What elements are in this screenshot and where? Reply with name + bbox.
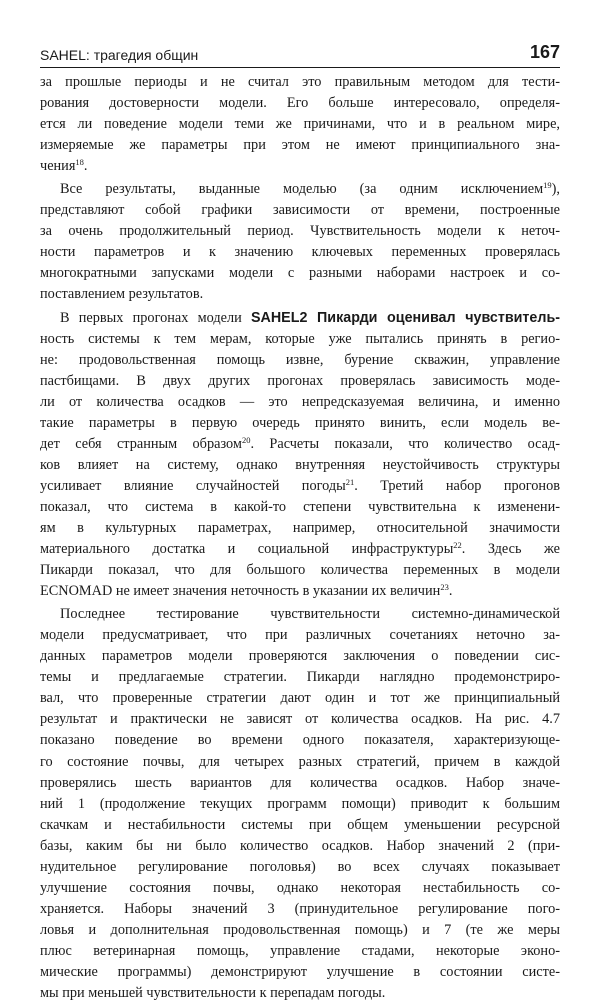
text-line — [40, 836, 560, 857]
footnote-ref: 20 — [241, 434, 251, 445]
page-header — [40, 42, 560, 68]
text-line — [40, 773, 560, 794]
line-text: ловья и дополнительная продовольственная помощь) и 7 (те же меры — [40, 921, 560, 938]
text-line — [40, 604, 560, 625]
line-text: улучшение состояния почвы, однако некоторая нестабильность со- — [40, 879, 560, 896]
line-text-after: ), — [551, 181, 560, 198]
line-text: плюс ветеринарная помощь, управление стадами, некоторые эконо- — [40, 942, 560, 959]
line-text: ECNOMAD не имеет значения неточность в указании их величин — [40, 583, 441, 600]
text-line — [40, 752, 560, 773]
paragraph — [40, 308, 560, 603]
line-text: проверялись шесть вариантов для количества осадков. Набор значе- — [40, 774, 560, 791]
text-line — [40, 455, 560, 476]
page-number: 167 — [529, 42, 560, 62]
line-text: показал, что система в какой-то степени чувствительна к изменени- — [40, 498, 560, 515]
line-text: чения — [40, 158, 76, 175]
line-text: результат и практически не зависят от количества осадков. На рис. 4.7 — [40, 711, 560, 728]
line-text: храняется. Наборы значений 3 (принудительное регулирование пого- — [40, 900, 560, 917]
line-text: показано поведение во времени одного показателя, характеризующе- — [40, 732, 560, 749]
text-line — [40, 983, 560, 1004]
footnote-ref: 21 — [345, 476, 355, 487]
line-text: не: продовольственная помощь извне, бурение скважин, управление — [40, 351, 560, 368]
text-line — [40, 625, 560, 646]
text-line — [40, 242, 560, 263]
text-line — [40, 878, 560, 899]
body-text — [40, 72, 560, 1004]
line-text: темы и предлагаемые стратегии. Пикарди наглядно продемонстриро- — [40, 669, 560, 686]
text-line — [40, 392, 560, 413]
line-text: ям в культурных параметрах, например, относительной значимости — [40, 519, 560, 536]
text-line — [40, 581, 560, 602]
line-text: дет себя странным образом — [40, 435, 242, 452]
line-text-after: . — [83, 158, 88, 175]
text-line — [40, 284, 560, 305]
line-text: данных параметров модели проверяются заключения о поведении сис- — [40, 648, 560, 665]
text-line — [40, 263, 560, 284]
text-line — [40, 434, 560, 455]
paragraph — [40, 604, 560, 1004]
line-text: материального достатка и социальной инфраструктуры — [40, 541, 454, 558]
footnote-ref: 23 — [440, 582, 449, 593]
line-text: ний 1 (продолжение текущих программ помощи) приводит к большим — [40, 795, 560, 812]
text-line — [40, 497, 560, 518]
line-text: ность системы к тем мерам, которые уже пытались принять в регио- — [40, 330, 560, 347]
bold-text: SAHEL2 Пикарди оценивал чувствитель- — [251, 309, 560, 326]
line-text: поставлением результатов. — [40, 286, 204, 303]
text-line — [40, 667, 560, 688]
text-line — [40, 156, 560, 177]
text-line — [40, 709, 560, 730]
paragraph — [40, 72, 560, 177]
line-text: представляют собой графики зависимости от времени, построенные — [40, 202, 560, 219]
line-text: мы при меньшей чувствительности к перепадам погоды. — [40, 985, 386, 1002]
line-text-after: . Расчеты показали, что количество осад- — [250, 435, 560, 452]
line-text-after: . — [448, 583, 453, 600]
footnote-ref: 19 — [543, 180, 552, 191]
line-text-after: . Третий набор прогонов — [354, 477, 560, 494]
line-text: В первых прогонах модели — [60, 309, 251, 326]
line-text: рования достоверности модели. Его больше интересовало, определя- — [40, 95, 560, 112]
line-text: такие параметры в первую очередь принято винить, если модель ве- — [40, 414, 560, 431]
line-text: ли от количества осадков — это непредсказуемая величина, и именно — [40, 393, 560, 410]
footnote-ref: 22 — [453, 540, 462, 551]
text-line — [40, 962, 560, 983]
line-text: измеряемые же параметры при этом не имеют принципиального зна- — [40, 137, 560, 154]
line-text: ется ли поведение модели теми же причинами, что и в реальном мире, — [40, 116, 560, 133]
text-line — [40, 518, 560, 539]
line-text: усиливает влияние случайностей погоды — [40, 477, 346, 494]
text-line — [40, 899, 560, 920]
text-line — [40, 857, 560, 878]
line-text-after: . Здесь же — [461, 541, 560, 558]
line-text: мические программы) демонстрируют улучшение в состоянии систе- — [40, 963, 560, 980]
line-text: многократными запусками модели с разными наборами настроек и со- — [40, 265, 560, 282]
text-line — [40, 114, 560, 135]
footnote-ref: 18 — [75, 157, 84, 168]
line-text: вал, что проверенные стратегии дают один и тот же принципиальный — [40, 690, 560, 707]
text-line — [40, 221, 560, 242]
text-line — [40, 539, 560, 560]
text-line — [40, 413, 560, 434]
text-line — [40, 200, 560, 221]
text-line — [40, 350, 560, 371]
text-line — [40, 72, 560, 93]
line-text: за очень продолжительный период. Чувствительность модели к неточ- — [40, 223, 560, 240]
text-line — [40, 329, 560, 350]
line-text: скачкам и нестабильности системы при общем уменьшении ресурсной — [40, 816, 560, 833]
text-line — [40, 371, 560, 392]
line-text: модели предусматривает, что при различных сочетаниях неточно за- — [40, 627, 560, 644]
text-line — [40, 688, 560, 709]
running-title: SAHEL: трагедия общин — [40, 47, 199, 63]
text-line — [40, 179, 560, 200]
line-text: нудительное регулирование поголовья) во всех случаях показывает — [40, 858, 560, 875]
text-line — [40, 308, 560, 329]
text-line — [40, 794, 560, 815]
line-text: Последнее тестирование чувствительности системно-динамической — [60, 606, 560, 623]
line-text: Все результаты, выданные моделью (за одним исключением — [60, 181, 544, 198]
text-line — [40, 646, 560, 667]
line-text: ков влияет на систему, однако внутренняя неустойчивость структуры — [40, 456, 560, 473]
text-line — [40, 941, 560, 962]
line-text: ности параметров и к значению ключевых переменных проверялась — [40, 244, 560, 261]
paragraph — [40, 179, 560, 305]
text-line — [40, 476, 560, 497]
text-line — [40, 815, 560, 836]
text-line — [40, 730, 560, 751]
line-text: Пикарди показал, что для большого количества переменных в модели — [40, 562, 560, 579]
line-text: базы, каким бы ни было количество осадков. Набор значений 2 (при- — [40, 837, 560, 854]
text-line — [40, 920, 560, 941]
text-line — [40, 560, 560, 581]
text-line — [40, 93, 560, 114]
line-text: пастбищами. В двух других прогонах проверялась зависимость моде- — [40, 372, 560, 389]
text-line — [40, 135, 560, 156]
line-text: за прошлые периоды и не считал это правильным методом для тести- — [40, 74, 560, 90]
line-text: го состояние почвы, для четырех разных стратегий, причем в каждой — [40, 753, 560, 770]
